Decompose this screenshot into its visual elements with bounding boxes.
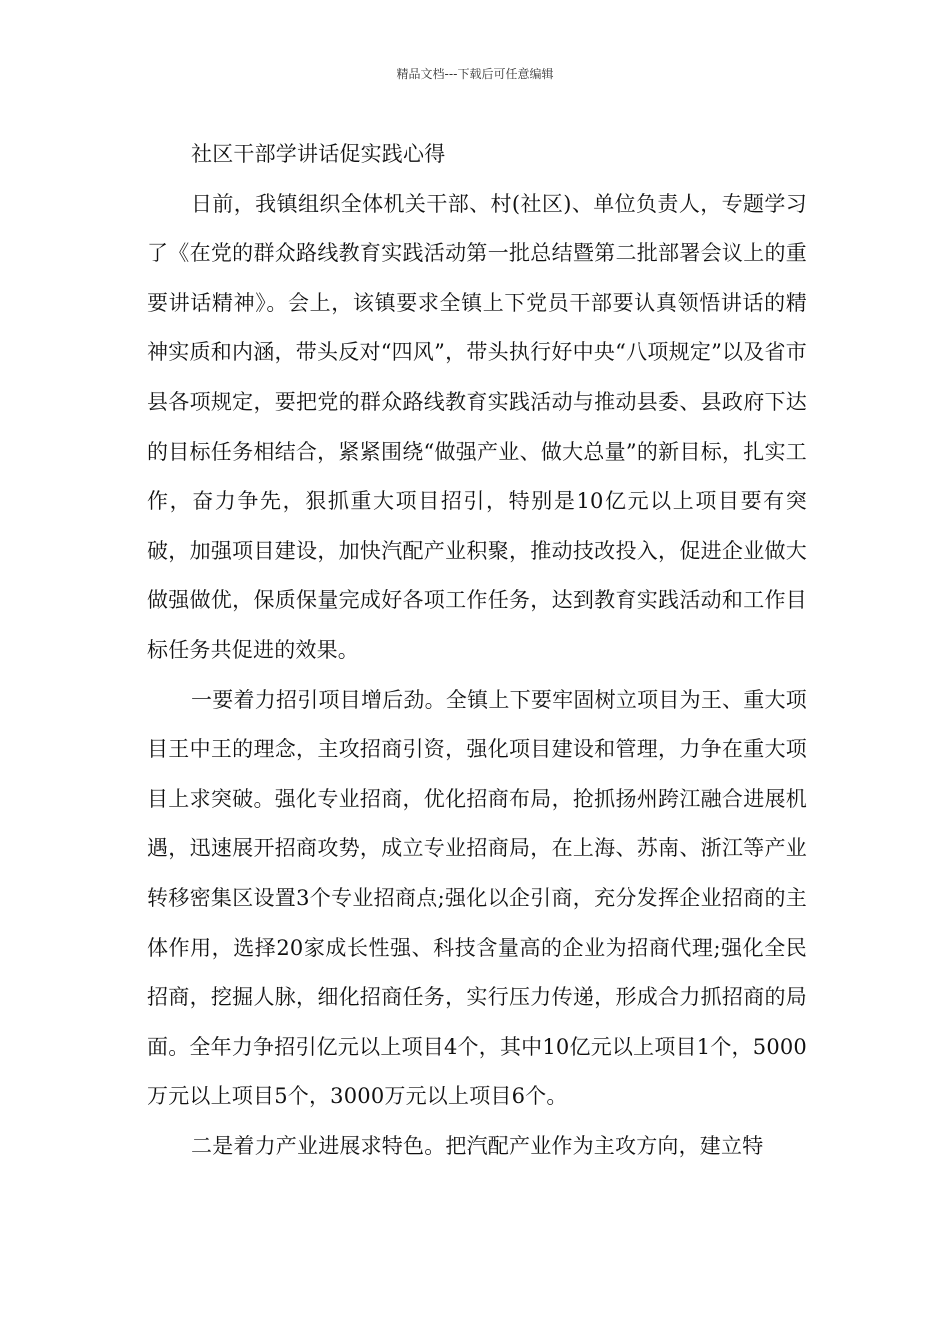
paragraph-2: 一要着力招引项目增后劲。全镇上下要牢固树立项目为王、重大项目王中王的理念，主攻招商引资，强化项目建设和管理，力争在重大项目上求突破。强化专业招商，优化招商布局，抢抓扬州跨江融合进展机遇，迅速展开招商攻势，成立专业招商局，在上海、苏南、浙江等产业转移密集区设置3个专业招商点;强化以企引商，充分发挥企业招商的主体作用，选择20家成长性强、科技含量高的企业为招商代理;强化全民招商，挖掘人脉，细化招商任务，实行压力传递，形成合力抓招商的局面。全年力争招引亿元以上项目4个，其中10亿元以上项目1个，5000万元以上项目5个，3000万元以上项目6个。: [147, 687, 807, 1109]
paragraph-3: 二是着力产业进展求特色。把汽配产业作为主攻方向，建立特: [191, 1133, 764, 1158]
paragraph-1: 日前，我镇组织全体机关干部、村(社区)、单位负责人，专题学习了《在党的群众路线教育实践活动第一批总结暨第二批部署会议上的重要讲话精神》。会上，该镇要求全镇上下党员干部要认真领悟讲话的精神实质和内涵，带头反对“四风”，带头执行好中央“八项规定”以及省市县各项规定，要把党的群众路线教育实践活动与推动县委、县政府下达的目标任务相结合，紧紧围绕“做强产业、做大总量”的新目标，扎实工作，奋力争先，狠抓重大项目招引，特别是10亿元以上项目要有突破，加强项目建设，加快汽配产业积聚，推动技改投入，促进企业做大做强做优，保质保量完成好各项工作任务，达到教育实践活动和工作目标任务共促进的效果。: [147, 191, 807, 662]
page-header: 精品文档---下载后可任意编辑: [396, 67, 554, 81]
document-title: 社区干部学讲话促实践心得: [191, 142, 446, 166]
document-body: [147, 130, 807, 1171]
